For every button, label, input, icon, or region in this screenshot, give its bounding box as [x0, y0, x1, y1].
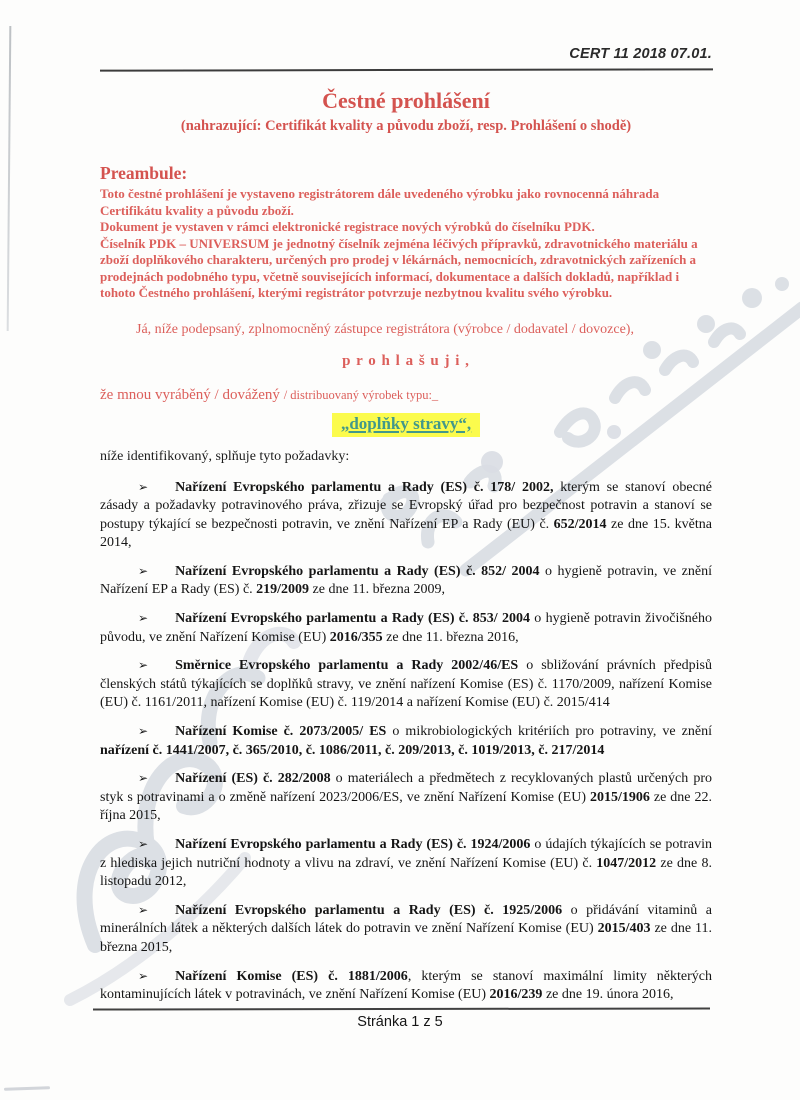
- regulation-description: o materiálech a předmětech z recyklovaných plastů určených pro styk s potravinami a o změně nařízení 2023/2006/ES, ve znění Nařízení Komise (EU): [100, 771, 712, 805]
- scan-edge-line: [7, 26, 12, 331]
- regulation-description: o sbližování právních předpisů členských států týkajících se doplňků stravy, ve znění nařízení Komise (ES) č. 1170/2009, nařízení Komise (EU) č. 1161/2011, nařízení Komise (EU) č. 119/2014 a nařízení Komise (EU) č. 2015/414: [100, 658, 712, 711]
- document-subtitle: (nahrazující: Certifikát kvality a původu zboží, resp. Prohlášení o shodě): [180, 118, 632, 134]
- declaration-verb: p r o h l a š u j i ,: [342, 352, 470, 369]
- regulation-reference: Nařízení Evropského parlamentu a Rady (ES) č. 853/ 2004: [175, 611, 530, 627]
- regulation-description: ze dne 11. března 2016,: [382, 629, 519, 645]
- requirement-item: [100, 835, 712, 892]
- product-type-wrap: [100, 413, 712, 437]
- regulation-reference: Nařízení Komise č. 2073/2005/ ES: [175, 724, 387, 740]
- bullet-arrow-icon: ➢: [138, 479, 149, 494]
- product-type-highlight: „doplňky stravy“,: [332, 413, 480, 437]
- regulation-reference: 1047/2012: [596, 855, 657, 871]
- regulation-reference: Směrnice Evropského parlamentu a Rady 2002/46/ES: [175, 658, 519, 674]
- regulation-description: o hygieně potravin, ve znění Nařízení EP a Rady (ES) č.: [100, 563, 712, 598]
- bullet-arrow-icon: ➢: [138, 563, 149, 578]
- requirements-list: [100, 478, 712, 1005]
- requirement-item: [100, 769, 712, 826]
- regulation-reference: 2015/1906: [589, 789, 650, 805]
- regulation-description: ze dne 8. listopadu 2012,: [100, 855, 712, 890]
- regulation-description: ze dne 22. října 2015,: [100, 789, 712, 824]
- requirement-item: [100, 562, 712, 600]
- bullet-arrow-icon: ➢: [138, 658, 149, 673]
- regulation-reference: Nařízení Evropského parlamentu a Rady (ES) č. 178/ 2002,: [175, 479, 554, 495]
- requirement-item: [100, 901, 712, 958]
- bullet-arrow-icon: ➢: [138, 902, 149, 917]
- preamble-paragraph: Dokument je vystaven v rámci elektronické registrace nových výrobků do číselníku PDK.: [100, 219, 595, 234]
- regulation-reference: 2015/403: [597, 921, 651, 937]
- regulation-reference: 219/2009: [256, 582, 310, 598]
- regulation-description: o údajích týkajících se potravin z hlediska jejich nutriční hodnoty a vlivu na zdraví, ve znění Nařízení Komise (EU) č.: [100, 837, 712, 871]
- preamble-heading: Preambule:: [100, 163, 188, 183]
- bullet-arrow-icon: ➢: [138, 724, 149, 739]
- regulation-reference: Nařízení Evropského parlamentu a Rady (ES) č. 1924/2006: [175, 837, 531, 852]
- regulation-description: kterým se stanoví obecné zásady a požadavky potravinového práva, zřizuje se Evropský úřad pro bezpečnost potravin a stanoví se postupy týkající se bezpečnosti potravin, ve znění Nařízení EP a Rady (EU) č.: [100, 479, 712, 532]
- regulation-reference: Nařízení Evropského parlamentu a Rady (ES) č. 852/ 2004: [175, 563, 540, 579]
- regulation-description: ze dne 19. února 2016,: [542, 987, 674, 1003]
- requirement-item: [100, 609, 712, 647]
- regulation-description: , kterým se stanoví maximální limity některých kontaminujících látek v potravinách, ve znění Nařízení Komise (EU): [100, 968, 712, 1003]
- preamble-paragraph: Číselník PDK – UNIVERSUM je jednotný číselník zejména léčivých přípravků, zdravotnického materiálu a zboží doplňkového charakteru, určených pro prodej v lékárnách, nemocnicích, zdravotnických zařízeních a prodejnách podobného typu, včetně souvisejících informací, dokumentace a dalších dokladů, například i tohoto Čestného prohlášení, kterými registrátor potvrzuje nezbytnou kvalitu svého výrobku.: [100, 235, 698, 300]
- regulation-description: ze dne 15. května 2014,: [100, 516, 712, 551]
- regulation-reference: 2016/239: [489, 987, 543, 1003]
- requirement-item: [100, 722, 712, 760]
- regulation-description: o mikrobiologických kritériích pro potraviny, ve znění: [386, 724, 712, 740]
- document-code: CERT 11 2018 07.01.: [569, 46, 712, 62]
- bullet-arrow-icon: ➢: [138, 837, 149, 851]
- regulation-reference: Nařízení (ES) č. 282/2008: [175, 771, 331, 787]
- regulation-reference: Nařízení Evropského parlamentu a Rady (ES) č. 1925/2006: [175, 902, 563, 918]
- scan-corner-mark: [4, 1086, 50, 1091]
- requirement-item: [100, 967, 712, 1005]
- requirement-item: [100, 656, 712, 713]
- bullet-arrow-icon: ➢: [138, 771, 149, 786]
- regulation-description: ze dne 11. března 2015,: [100, 921, 712, 955]
- bullet-arrow-icon: ➢: [138, 611, 149, 626]
- page-number: Stránka 1 z 5: [357, 1014, 443, 1030]
- regulation-reference: 2016/355: [329, 629, 383, 645]
- requirement-item: [100, 478, 712, 553]
- regulation-reference: Nařízení Komise (ES) č. 1881/2006: [175, 968, 408, 984]
- product-type-line: [100, 387, 712, 404]
- document-title: Čestné prohlášení: [322, 88, 490, 113]
- product-line-large: že mnou vyráběný / dovážený: [100, 386, 284, 403]
- declaration-intro: Já, níže podepsaný, zplnomocněný zástupce registrátora (výrobce / dodavatel / dovozce),: [136, 321, 634, 337]
- regulation-reference: nařízení č. 1441/2007, č. 365/2010, č. 1086/2011, č. 209/2013, č. 1019/2013, č. 217/2014: [100, 742, 605, 758]
- product-line-small: / distribuovaný výrobek typu:_: [283, 387, 439, 402]
- regulation-description: o přidávání vitaminů a minerálních látek a některých dalších látek do potravin ve znění Nařízení Komise (EU): [100, 902, 712, 937]
- requirements-intro: níže identifikovaný, splňuje tyto požadavky:: [100, 448, 350, 464]
- preamble-body: [100, 186, 712, 302]
- bullet-arrow-icon: ➢: [138, 968, 149, 983]
- preamble-paragraph: Toto čestné prohlášení je vystaveno registrátorem dále uvedeného výrobku jako rovnocenná náhrada Certifikátu kvality a původu zboží.: [100, 186, 660, 218]
- regulation-reference: 652/2014: [553, 516, 607, 532]
- regulation-description: o hygieně potravin živočišného původu, ve znění Nařízení Komise (EU): [100, 611, 712, 645]
- document-content: [100, 0, 712, 1014]
- regulation-description: ze dne 11. března 2009,: [309, 582, 445, 598]
